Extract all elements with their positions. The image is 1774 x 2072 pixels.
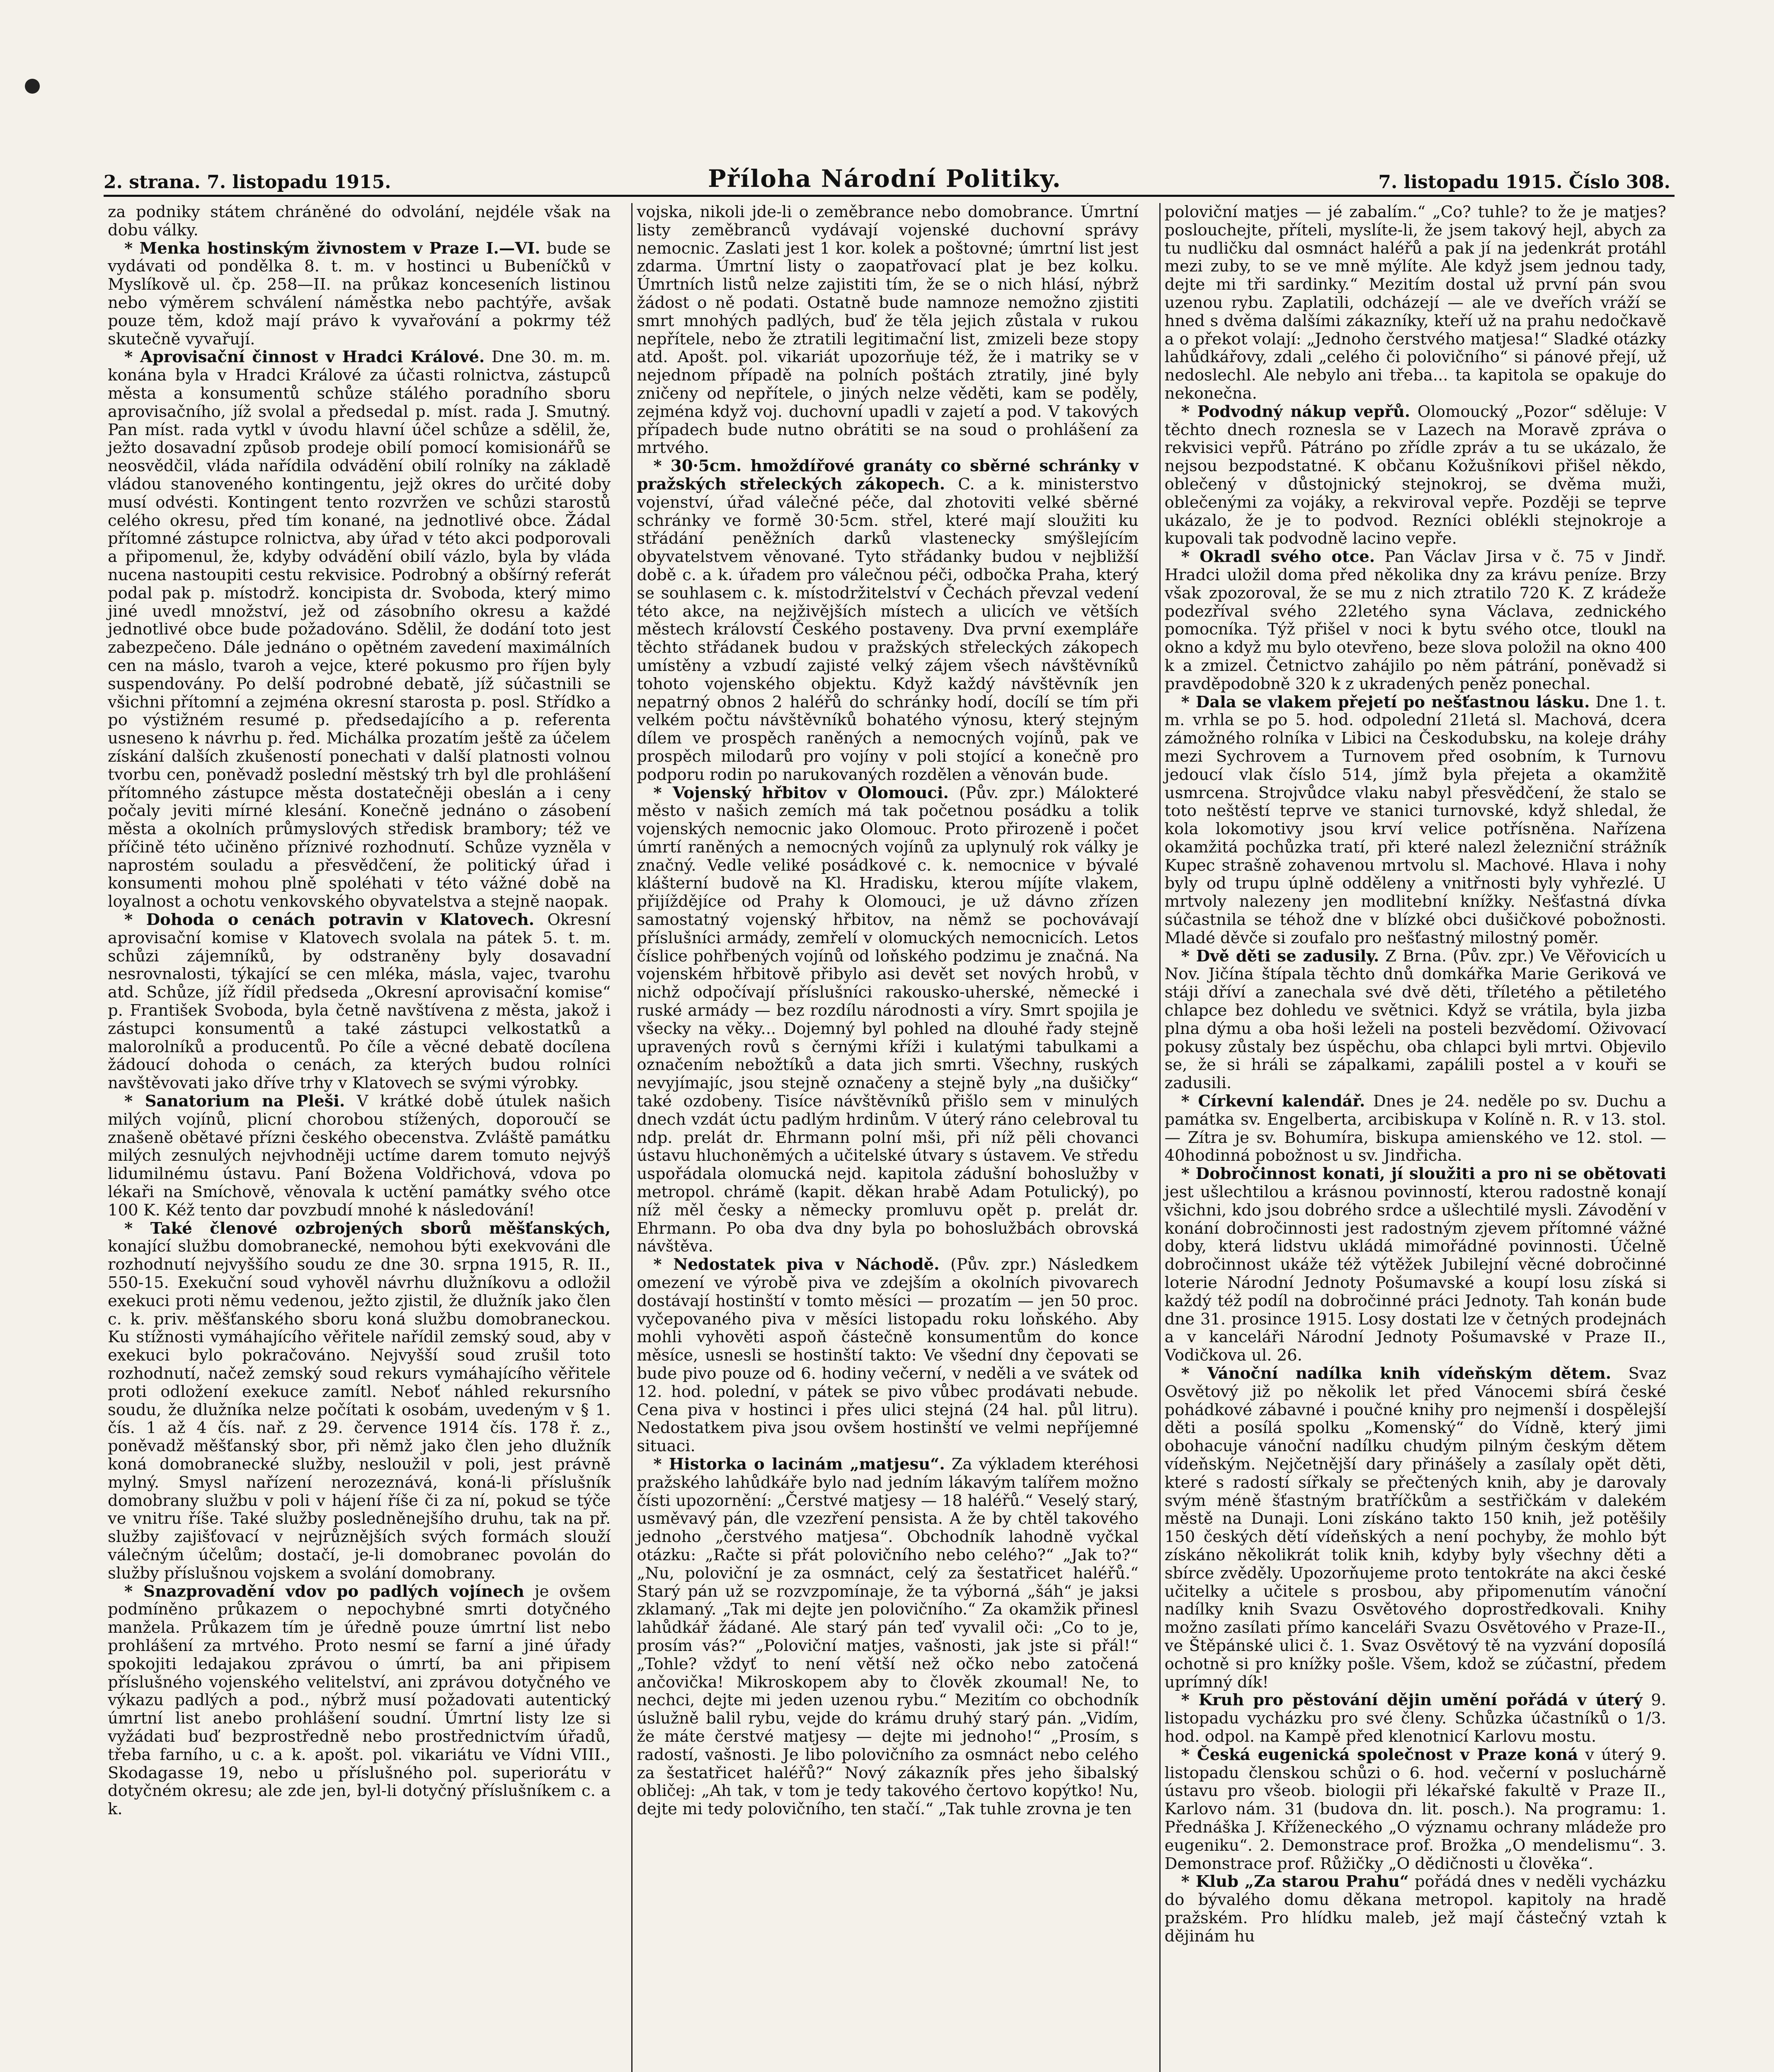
article-headline: * Historka o lacinám „matjesu“. bbox=[653, 1455, 945, 1474]
article-text: konající službu domobranecké, nemohou býti exekvováni dle rozhodnutí nejvyššího soudu ze dne 30. srpna 1915, R. II., 550-15. Exekuční soud vyhověl návrhu dlužníkovu a odložil exekuci proti němu vedenou, ježto zjistil, že dlužník jako člen c. k. priv. měšťanského sboru koná službu domobraneckou. Ku stížnosti vymáhajícího věřitele nařídil zemský soud, aby v exekuci bylo pokračováno. Nejvyšší soud zrušil toto rozhodnutí, načež zemský soud rekurs vymáhajícího věřitele proti odložení exekuce zamítl. Neboť náhled rekursního soudu, že dlužníka nelze počítati k osobám, uvedeným v § 1. čís. 1 až 4 čís. nař. z 29. července 1914 čís. 178 ř. z., poněvadž měšťanský sbor, při němž jako člen jeho dlužník koná domobranecké služby, nesloužil v poli, jest právně mylný. Smysl nařízení nerozeznává, koná-li příslušník domobrany službu v poli v hájení říše či za ní, pokud se týče ve vnitru říše. Také služby posledněnejšího druhu, tak na př. služby zajišťovací v nejrůznějších svých formách slouží válečným účelům; dostačí, je-li domobranec povolán do služby příslušnou vojskem a svolání domobrany. bbox=[108, 1237, 611, 1583]
article-headline: * Také členové ozbrojených sborů měšťanských, bbox=[124, 1219, 611, 1238]
article-paragraph bbox=[1165, 1092, 1666, 1165]
article-headline: * Nedostatek piva v Náchodě. bbox=[653, 1255, 940, 1274]
article-paragraph bbox=[1165, 203, 1666, 403]
article-headline: * Vánoční nadílka knih vídeňským dětem. bbox=[1181, 1364, 1612, 1383]
article-paragraph bbox=[108, 1092, 611, 1220]
article-text: Dnes je 24. neděle po sv. Duchu a památka sv. Engelberta, arcibiskupa v Kolíně n. R. v 13. stol. — Zítra je sv. Bohumíra, biskupa amienského ve 12. stol. — 40hodinná pobožnost u sv. Jindřicha. bbox=[1164, 1092, 1667, 1165]
ink-dot bbox=[25, 79, 40, 94]
article-paragraph bbox=[1165, 1873, 1666, 1945]
article-headline: * Podvodný nákup vepřů. bbox=[1181, 402, 1410, 421]
article-paragraph bbox=[637, 784, 1138, 1256]
article-text: Olomoucký „Pozor“ sděluje: V těchto dnech roznesla se v Lazech na Moravě zpráva o rekvisici vepřů. Pátráno po zřídle zpráv a tu se ukázalo, že nejsou bezpodstatné. K občanu Kožušníkovi přišel někdo, oblečený v důstojnický stejnokroj, se dvěma muži, oblečenými za vojáky, a rekviroval vepře. Později se teprve ukázalo, že je to podvod. Rezníci oblékli stejnokroje a kupovali tak podvodně lacino vepře. bbox=[1164, 402, 1666, 548]
article-paragraph bbox=[1165, 947, 1666, 1092]
article-paragraph bbox=[637, 203, 1138, 457]
article-headline: * Klub „Za starou Prahu“ bbox=[1181, 1872, 1409, 1891]
article-headline: * Sanatorium na Pleši. bbox=[124, 1092, 345, 1111]
column-1 bbox=[104, 203, 615, 2072]
article-text: vojska, nikoli jde-li o zeměbrance nebo domobrance. Úmrtní listy zeměbranců vydávají vojenské duchovní správy nemocnic. Zaslati jest 1 kor. kolek a poštovné; úmrtní list jest zdarma. Úmrtní listy o zaopatřovací plat je bez kolku. Úmrtních listů nelze zajistiti tím, že se o nich hlásí, nýbrž žádost o ně podati. Ostatně bude namnoze nemožno zjistiti smrt mnohých padlých, buď že těla jejich zůstala v rukou nepřítele, nebo že ztratili legitimační list, zmizeli beze stopy atd. Apošt. pol. vikariát upozorňuje též, že i matriky se v nejednom případě na polních poštách ztratily, jiné byly zničeny od nepřítele, o jiných nelze věděti, kam se poděly, zejména když voj. duchovní upadli v zajetí a pod. V takových případech bude nutno obrátiti se na soud o prohlášení za mrtvého. bbox=[637, 203, 1139, 457]
article-text: v úterý 9. listopadu členskou schůzi o 6. hod. večerní v posluchárně ústavu pro všeob. biologii při lékařské fakultě v Praze II., Karlovo nám. 31 (budova dn. lit. posch.). Na programu: 1. Přednáška J. Kříženeckého „O významu ochrany mládeže pro eugeniku“. 2. Demonstrace prof. Brožka „O mendelismu“. 3. Demonstrace prof. Růžičky „O dědičnosti u člověka“. bbox=[1164, 1745, 1666, 1873]
page-header bbox=[104, 151, 1670, 193]
article-paragraph bbox=[108, 240, 611, 349]
article-headline: * Aprovisační činnost v Hradci Králové. bbox=[124, 348, 485, 367]
article-text: (Pův. zpr.) Málokteré město v našich zemích má tak početnou posádku a tolik vojenských nemocnic jako Olomouc. Proto přirozeně i počet úmrtí raněných a nemocných vojínů za uplynulý rok války je značný. Vedle veliké posádkové c. k. nemocnice v bývalé klášterní budově na Kl. Hradisku, kterou míjíte vlakem, přijíždějíce od Prahy k Olomouci, je už dávno zřízen samostatný vojenský hřbitov, na němž se pochovávají příslušníci armády, zemřelí v olomuckých nemocnicích. Letos číslice pohřbených vojínů od loňského podzimu je značná. Na vojenském hřbitově přibylo asi devět set nových hrobů, v nichž odpočívají příslušníci rakousko-uherské, německé i ruské armády — bez rozdílu národnosti a víry. Smrt spojila je všecky na věky... Dojemný byl pohled na dlouhé řady stejně upravených rovů s černými kříži i kulatými tabulkami a označením nebožtíků a data jich smrti. Všechny, ruských nevyjímajíc, jsou stejně označeny a stejně byly „na dušičky“ také ozdobeny. Tisíce návštěvníků přišlo sem v minulých dnech vzdát úctu padlým hrdinům. V úterý ráno celebroval tu ndp. prelát dr. Ehrmann polní mši, při níž pěli chovanci ústavu hluchoněmých a učitelské útvary s ústavem. Ve středu uspořádala olomucká nejd. kapitola zádušní bohoslužby v metropol. chrámě (kapit. děkan hrabě Adam Potulický), po níž měl česky a německy promluvu opět p. prelát dr. Ehrmann. Po oba dva dny byla po bohoslužbách obrovská návštěva. bbox=[637, 783, 1139, 1256]
article-paragraph bbox=[108, 203, 611, 240]
article-text: jest ušlechtilou a krásnou povinností, kterou radostně konají všichni, kdo jsou dobrého srdce a ušlechtilé mysli. Závodění v konání dobročinnosti jest radostným zjevem přítomné vážné doby, která lidstvu ukládá mimořádné povinnosti. Účelně dobročinnost ukáže též výtěžek Jubilejní věcné dobročinné loterie Národní Jednoty Pošumavské a koupí losu získá si každý též podíl na dobročinné práci Jednoty. Tah konán bude dne 31. prosince 1915. Losy dostati lze v četných prodejnách a v kanceláři Národní Jednoty Pošumavské v Praze II., Vodičkova ul. 26. bbox=[1164, 1183, 1666, 1365]
article-text: C. a k. ministerstvo vojenství, úřad válečné péče, dal zhotoviti velké sběrné schránky ve formě 30·5cm. střel, které mají sloužiti ku střádání peněžních darků vlastenecky smýšlejícím obyvatelstvem věnované. Tyto střádanky budou v nejbližší době c. a k. úřadem pro válečnou péči, odbočka Praha, který se souhlasem c. k. místodržitelství v Čechách převzal vedení této akce, na nejživějších místech a ulicích ve větších městech královstí Českého postaveny. Dva první exempláře těchto střádanek budou v pražských střeleckých zákopech umístěny a vzbudí zajisté velký zájem všech návštěvníků tohoto vojenského objektu. Když každý návštěvník jen nepatrný obnos 2 haléřů do schránky hodí, docílí se tím při velkém počtu návštěvníků bohatého výnosu, který stejným dílem ve prospěch raněných a nemocných vojínů, pak ve prospěch milodarů pro vojíny v poli stojící a konečně pro podporu rodin po narukovaných rozdělen a věnován bude. bbox=[637, 474, 1139, 784]
article-text: za podniky státem chráněné do odvolání, nejdéle však na dobu války. bbox=[108, 203, 611, 240]
article-headline: * Kruh pro pěstování dějin umění pořádá v úterý bbox=[1181, 1691, 1643, 1710]
article-text: (Pův. zpr.) Následkem omezení ve výrobě piva ve zdejším a okolních pivovarech dostávají hostinští v tomto měsíci — prozatím — jen 50 proc. vyčepovaného piva v měsíci listopadu roku loňského. Aby mohli vyhověti aspoň částečně konsumentům do konce měsíce, usnesli se hostinští takto: Ve všední dny čepovati se bude pivo pouze od 6. hodiny večerní, v neděli a ve svátek od 12. hod. polední, v pátek se pivo vůbec prodávati nebude. Cena piva v hostinci i přes ulici stejná (24 hal. půl litru). Nedostatkem piva jsou ovšem hostinští ve velmi nepříjemné situaci. bbox=[637, 1255, 1139, 1456]
article-paragraph bbox=[108, 911, 611, 1092]
article-paragraph bbox=[637, 1455, 1138, 1818]
article-text: Svaz Osvětový již po několik let před Vánocemi sbírá české pohádkové zábavné i poučné knihy pro nejmenší i dospělejší děti a posílá spolku „Komenský“ do Vídně, který jimi obohacuje vánoční nadílku chudým pilným českým dětem vídeňským. Nejčetnější dary přinášely a zasílaly opět děti, které s radostí sířkaly se přečtených knih, aby je darovaly svým méně šťastným bratříčkům a sestřičkám v dalekém městě na Dunaji. Loni získáno takto 150 knih, jež potěšily 150 českých dětí vídeňských a není pochyby, že mohlo být získáno několikrát tolik knih, kdyby byly všechny děti a sbírce zvěděly. Upozorňujeme proto tentokráte na akci české učitelky a učitele s prosbou, aby připomenutím vánoční nadílky knih Svazu Osvětového doprostředkovali. Knihy možno zasílati přímo kanceláři Svazu Osvětového v Praze-II., ve Štěpánské ulici č. 1. Svaz Osvětový tě na vyzvání doposílá ochotně si pro knížky pošle. Všem, kdož se zúčastní, předem uprímný dík! bbox=[1164, 1364, 1666, 1692]
article-paragraph bbox=[108, 1583, 611, 1818]
article-text: je ovšem podmíněno průkazem o nepochybné smrti dotyčného manžela. Průkazem tím je úředně pouze úmrtní list nebo prohlášení za mrtvého. Proto nesmí se farní a jiné úřady spokojiti ledajakou zprávou o úmrtí, ba ani připisem příslušného vojenského velitelství, ani zprávou dotyčného ve výkazu padlých a pod., nýbrž musí požadovati autentický úmrtní list anebo prohlášení soudní. Úmrtní listy lze si vyžádati buď bezprostředně nebo prostřednictvím úřadů, třeba farního, u c. a k. apošt. pol. vikariátu ve Vídni VIII., Skodagasse 19, nebo u příslušného pol. superiorátu v dotyčném okresu; ale zde jen, byl-li dotyčný příslušníkem c. a k. bbox=[108, 1582, 611, 1819]
article-headline: * Dala se vlakem přejetí po nešťastnou lásku. bbox=[1181, 692, 1590, 712]
article-paragraph bbox=[1165, 403, 1666, 548]
article-text: Z Brna. (Pův. zpr.) Ve Věřovicích u Nov. Jičína štípala těchto dnů domkářka Marie Geriková ve stáji dříví a zanechala své dvě děti, tříletého a pětiletého chlapce bez dohledu ve světnici. Když se vrátila, byla jizba plna dýmu a oba hoši leželi na posteli bezvědomí. Oživovací pokusy zůstaly bez úspěchu, oba chlapci byli mrtvi. Objevilo se, že si hráli se zápalkami, zapálili postel a v kouři se zadusili. bbox=[1164, 946, 1667, 1093]
article-headline: * Dvě děti se zadusily. bbox=[1181, 946, 1379, 966]
article-paragraph bbox=[1165, 1365, 1666, 1691]
article-text: Pan Václav Jirsa v č. 75 v Jindř. Hradci uložil doma před několika dny za krávu peníze. Brzy však zpozoroval, že se mu z nich ztratilo 720 K. Z krádeže podezříval svého 22letého syna Václava, zednického pomocníka. Týž přišel v noci k bytu svého otce, tloukl na okno a když mu bylo otevřeno, beze slova položil na okno 400 k a zmizel. Četnictvo zahájilo po něm pátrání, poněvadž si pravděpodobně 320 k z ukradených peněz ponechal. bbox=[1164, 547, 1666, 693]
article-paragraph bbox=[108, 348, 611, 911]
header-date-left: 2. strana. 7. listopadu 1915. bbox=[104, 172, 391, 193]
article-headline: * Církevní kalendář. bbox=[1181, 1092, 1365, 1111]
article-paragraph bbox=[108, 1220, 611, 1583]
article-text: Za výkladem kteréhosi pražského lahůdkáře bylo nad jedním lákavým talířem možno čísti upozornění: „Čerstvé matjesy — 18 haléřů.“ Veselý starý, usměvavý pán, dle vzezření pensista. A že by chtěl takového jednoho „čerstvého matjesa“. Obchodník lahodně vyčkal otázku: „Račte si přát polovičního nebo celého?“ „Jak to?“ „Nu, poloviční je za osmnáct, celý za šestatřicet haléřů.“ Starý pán už se rozvzpomínaje, že ta výborná „šáh“ je jaksi zklamaný. „Tak mi dejte jen polovičního.“ Za okamžik přinesl lahůdkář žádané. Ale starý pán teď vyvalil oči: „Co to je, prosím vás?“ „Poloviční matjes, vašnosti, jak jste si přál!“ „Tohle? vždyť to není větší než očko nebo zatočená ančovička! Mikroskopem aby to člověk zkoumal! Ne, to nechci, dejte mi jeden uzenou rybu.“ Mezitím co obchodník úslužně balil rybu, vejde do krámu druhý starý pán. „Vidím, že máte čerstvé matjesy — dejte mi jednoho!“ „Prosím, s radostí, vašnosti. Je libo polovičního za osmnáct nebo celého za šestatřicet haléřů?“ Nový zákazník přes jeho šibalský obličej: „Ah tak, v tom je tedy takového čertovo kopýtko! Nu, dejte mi tedy polovičního, ten stačí.“ „Tak tuhle zrovna je ten bbox=[637, 1455, 1139, 1819]
header-title: Příloha Národní Politiky. bbox=[708, 165, 1061, 193]
article-headline: * Dohoda o cenách potravin v Klatovech. bbox=[124, 910, 535, 929]
article-text: V krátké době útulek našich milých vojínů, plicní chorobou stížených, doporoučí se znašeně obětavé přízni českého obecenstva. Zvláště památku milých zesnulých nejvhodněji uctíme darem tomuto nejvýš lidumilnému ústavu. Paní Božena Voldřichová, vdova po lékaři na Smíchově, věnovala k uctění památky svého otce 100 K. Kéž tento dar povzbudí mnohé k následování! bbox=[108, 1092, 611, 1220]
article-columns bbox=[104, 203, 1670, 2072]
article-headline: * Menka hostinským živnostem v Praze I.—VI. bbox=[124, 239, 540, 258]
article-paragraph bbox=[1165, 1691, 1666, 1745]
article-paragraph bbox=[637, 457, 1138, 784]
column-2 bbox=[631, 203, 1142, 2072]
article-headline: * Okradl svého otce. bbox=[1181, 547, 1375, 566]
article-headline: * Česká eugenická společnost v Praze koná bbox=[1181, 1745, 1578, 1764]
article-headline: * Dobročinnost konati, jí sloužiti a pro ni se obětovati bbox=[1181, 1164, 1666, 1184]
article-text: bude se vydávati od pondělka 8. t. m. v hostinci u Bubeníčků v Myslíkově ul. čp. 258—II. na průkaz konceseních listinou nebo výměrem schválení náměstka nebo pachtýře, avšak pouze těm, kdož mají právo k vyvařování a pokrmy též skutečně vyvařují. bbox=[108, 239, 611, 349]
article-text: Okresní aprovisační komise v Klatovech svolala na pátek 5. t. m. schůzi zájemníků, by odstraněny byly dosavadní nesrovnalosti, týkající se cen mléka, másla, vajec, tvarohu atd. Schůze, jíž řídil předseda „Okresní aprovisační komise“ p. František Svoboda, byla četně navštívena z města, jakož i zástupci konsumentů a také zástupci velkostatků a malorolníků a producentů. Po číle a věcné debatě docílena žádoucí dohoda o cenách, za kterých budou rolníci navštěvovati jako dříve trhy v Klatovech se svými výrobky. bbox=[108, 910, 611, 1093]
article-paragraph bbox=[1165, 548, 1666, 693]
article-text: poloviční matjes — jé zabalím.“ „Co? tuhle? to že je matjes? poslouchejte, příteli, myslíte-li, že jsem takový hejl, abych za tu nudličku dal osmnáct haléřů a pak jí na jedenkrát protáhl mezi zuby, to se ve mně mýlíte. Ale když jsem jednou tady, dejte mi tři sardinky.“ Mezitím dostal už první pán svou uzenou rybu. Zaplatili, odcházejí — ale ve dveřích vráží se hned s dvěma dalšími zákazníky, kteří už na prahu nedočkavě a o překot volají: „Jednoho čerstvého matjesa!“ Sladké otázky lahůdkářovy, zdali „celého či polovičního“ si pánové přejí, už nedoslechl. Ale nebylo ani třeba... ta kapitola se opakuje do nekonečna. bbox=[1164, 203, 1666, 403]
article-text: 9. listopadu vycházku pro své členy. Schůzka účastníků o 1/3. hod. odpol. na Kampě před klenotnicí Karlovu mostu. bbox=[1164, 1691, 1666, 1746]
article-text: Dne 1. t. m. vrhla se po 5. hod. odpolední 21letá sl. Machová, dcera zámožného rolníka v Libici na Českodubsku, na koleje dráhy mezi Sychrovem a Turnovem před osobním, k Turnovu jedoucí vlak číslo 514, jímž byla přejeta a okamžitě usmrcena. Strojvůdce vlaku nabyl přesvědčení, že stalo se toto neštěstí teprve ve stanici turnovské, když shledal, že kola lokomotivy jsou krví velice potřísněna. Nařízena okamžitá pochůzka tratí, při které nalezl železniční strážník Kupec strašně zohavenou mrtvolu sl. Machové. Hlava i nohy byly od trupu úplně odděleny a vnitřnosti byly vyhřezlé. U mrtvoly nalezeny jen modlitební knížky. Nešťastná dívka súčastnila se téhož dne v blízké obci dušičkové pobožnosti. Mladé děvče si zoufalo pro nešťastný milostný poměr. bbox=[1164, 692, 1667, 947]
article-text: pořádá dnes v neděli vycházku do bývalého domu děkana metropol. kapitoly na hradě pražském. Pro hlídku maleb, jež mají částečný vztah k dějinám hu bbox=[1164, 1872, 1667, 1946]
header-rule bbox=[104, 195, 1675, 197]
article-headline: * Vojenský hřbitov v Olomouci. bbox=[653, 783, 949, 802]
article-paragraph bbox=[1165, 693, 1666, 947]
column-3 bbox=[1159, 203, 1670, 2072]
article-headline: * Snazprovadění vdov po padlých vojínech bbox=[124, 1582, 524, 1601]
article-paragraph bbox=[1165, 1746, 1666, 1873]
article-paragraph bbox=[1165, 1165, 1666, 1365]
article-headline: * 30·5cm. hmoždířové granáty co sběrné schránky v pražských střeleckých zákopech. bbox=[637, 457, 1139, 494]
article-text: Dne 30. m. m. konána byla v Hradci Králové za účasti rolnictva, zástupců města a konsumentů schůze stálého poradního sboru aprovisačního, jíž svolal a předsedal p. míst. rada J. Smutný. Pan míst. rada vytkl v úvodu hlavní účel schůze a sdělil, že, ježto dosavadní způsob prodeje obilí pomocí komisionářů se neosvědčil, vláda nařídila odvádění obilí rolníky na základě vládou stanoveného kontingentu, jejž okres do určité doby musí odvésti. Kontingent tento rozvržen ve schůzi starostů celého okresu, před tím konané, na jednotlivé obce. Žádal přítomné zástupce rolnictva, aby úřad v této akci podporovali a připomenul, že, kdyby odvádění obilí vázlo, byla by vláda nucena nastoupiti cestu rekvisice. Podrobný a obšírný referát podal pak p. místodrž. koncipista dr. Svoboda, který mimo jiné uvedl množství, jež od zásobního okresu a každé jednotlivé obce bude požadováno. Sdělil, že dodání toto jest zabezpečeno. Dále jednáno o opětném zavedení maximálních cen na máslo, tvaroh a vejce, které pokusmo pro říjen byly suspendovány. Po delší podrobné debatě, jíž súčastnili se všichni přítomní a zejména okresní starosta p. posl. Střídko a po výstižném resumé p. předsedajícího a p. referenta usneseno k návrhu p. řed. Michálka prozatím ještě za účelem získání dalších zkušeností ponechati v další platnosti volnou tvorbu cen, poněvadž poslední městský trh byl dle prohlášení přítomného zástupce města dostatečněji obeslán a i ceny počaly jeviti mírné klesání. Konečně jednáno o zásobení města a okolních průmyslových středisk brambory; též ve příčině této učiněno příznivé rozhodnutí. Schůze vyzněla v naprostém souladu a přesvědčení, že politický úřad i konsumenti mohou plně spoléhati v této vážné době na loyalnost a ochotu venkovského obyvatelstva a stejně naopak. bbox=[108, 348, 611, 911]
header-issue-right: 7. listopadu 1915. Číslo 308. bbox=[1378, 172, 1670, 193]
article-paragraph bbox=[637, 1256, 1138, 1455]
